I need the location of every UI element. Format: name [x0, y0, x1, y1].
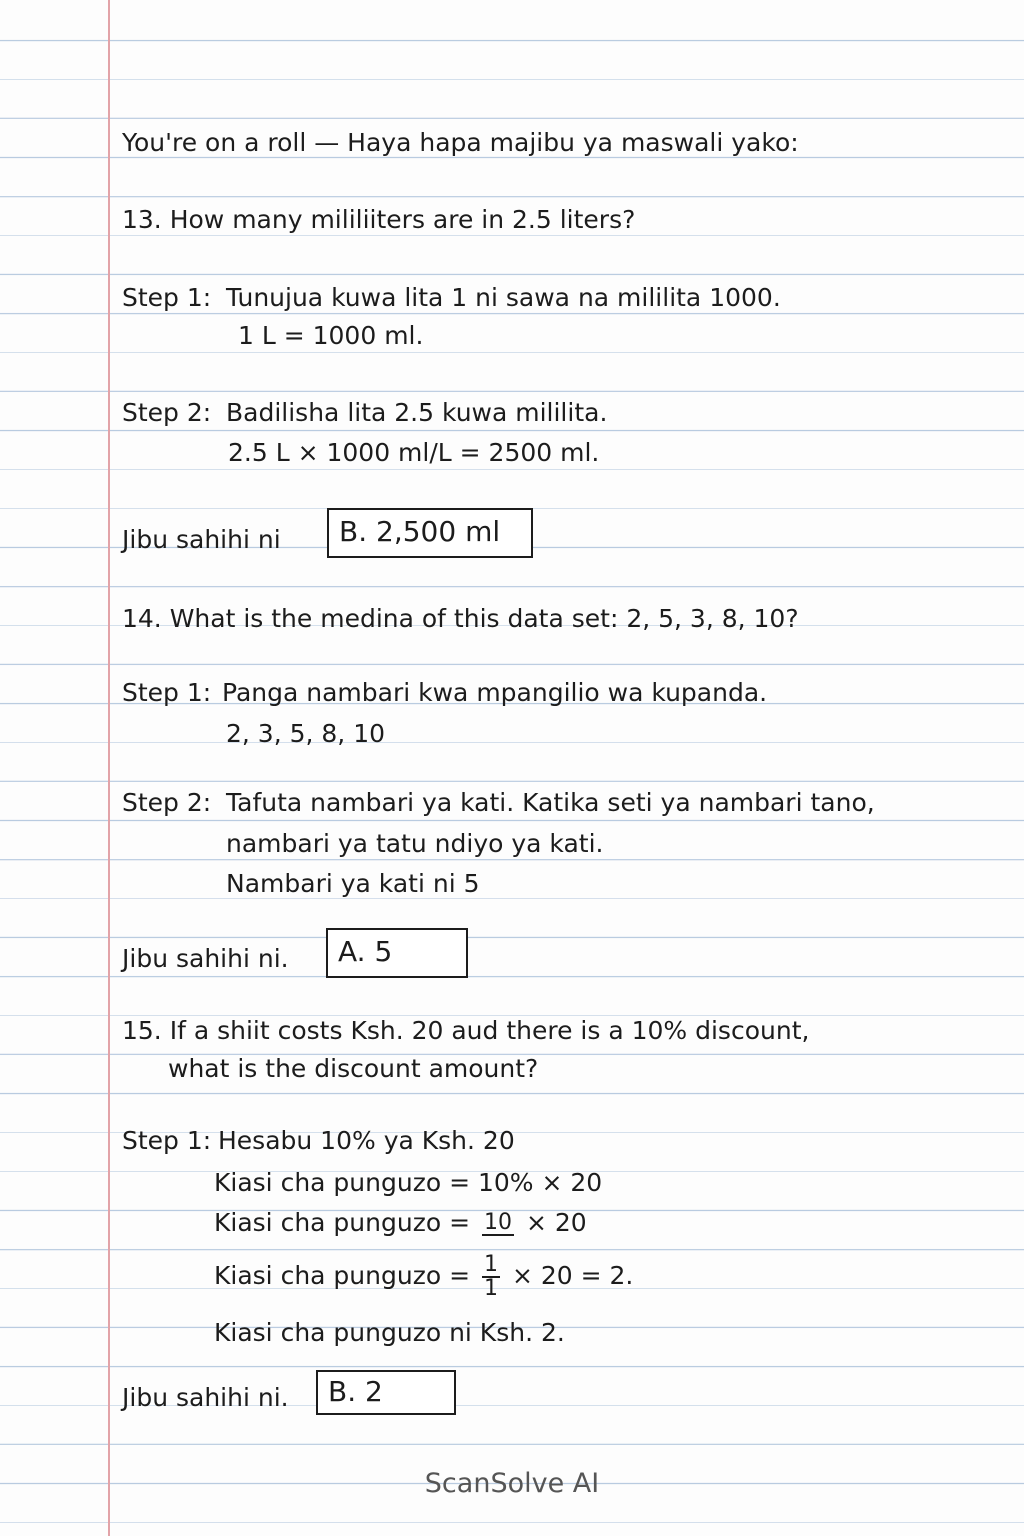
q13-step2-text: Badilisha lita 2.5 kuwa mililita.	[226, 398, 608, 427]
q13-step1-text: Tunujua kuwa lita 1 ni sawa na mililita 1000.	[226, 283, 781, 312]
q13-question: 13. How many mililiiters are in 2.5 liters?	[122, 205, 636, 234]
q14-step2-label: Step 2:	[122, 788, 212, 817]
q14-answer-box: A. 5	[326, 928, 468, 978]
fraction	[482, 1254, 500, 1300]
q13-step1-label: Step 1:	[122, 283, 212, 312]
calc-label: Kiasi cha punguzo =	[214, 1168, 471, 1197]
q13-step2-math: 2.5 L × 1000 ml/L = 2500 ml.	[228, 438, 600, 467]
calc-expression: 10% × 20	[477, 1168, 603, 1197]
margin-line	[108, 0, 110, 1536]
q15-calc-line2	[214, 1208, 587, 1238]
q13-answer-label: Jibu sahihi ni	[122, 525, 281, 554]
q15-question-line2: what is the discount amount?	[168, 1054, 539, 1083]
calc-label: Kiasi cha punguzo =	[214, 1261, 471, 1290]
q14-step2-text2: nambari ya tatu ndiyo ya kati.	[226, 829, 604, 858]
fraction	[482, 1212, 514, 1236]
fraction-numerator: 10	[483, 1210, 512, 1235]
q15-calc-line1	[214, 1168, 602, 1198]
q14-step1-math: 2, 3, 5, 8, 10	[226, 719, 386, 748]
q13-answer-box: B. 2,500 ml	[327, 508, 533, 558]
q15-answer-box: B. 2	[316, 1370, 456, 1415]
calc-expression: × 20 = 2.	[511, 1261, 634, 1290]
fraction-denominator: 1	[483, 1276, 498, 1301]
q14-step2-text3: Nambari ya kati ni 5	[226, 869, 480, 898]
q14-answer-label: Jibu sahihi ni.	[122, 944, 289, 973]
q15-result: Kiasi cha punguzo ni Ksh. 2.	[214, 1318, 565, 1347]
q14-step2-text: Tafuta nambari ya kati. Katika seti ya nambari tano,	[226, 788, 875, 817]
intro-text: You're on a roll — Haya hapa majibu ya maswali yako:	[122, 128, 799, 157]
calc-expression: × 20	[525, 1208, 587, 1237]
q15-step1-text: Hesabu 10% ya Ksh. 20	[218, 1126, 515, 1155]
brand-footer: ScanSolve AI	[424, 1468, 600, 1499]
calc-label: Kiasi cha punguzo =	[214, 1208, 471, 1237]
fraction-numerator: 1	[483, 1252, 498, 1277]
q13-step1-math: 1 L = 1000 ml.	[238, 321, 424, 350]
q13-step2-label: Step 2:	[122, 398, 212, 427]
q15-step1-label: Step 1:	[122, 1126, 212, 1155]
q14-step1-text: Panga nambari kwa mpangilio wa kupanda.	[222, 678, 768, 707]
q15-answer-label: Jibu sahihi ni.	[122, 1383, 289, 1412]
q15-question: 15. If a shiit costs Ksh. 20 aud there is a 10% discount,	[122, 1016, 810, 1045]
q15-calc-line3	[214, 1254, 633, 1300]
q14-step1-label: Step 1:	[122, 678, 212, 707]
q14-question: 14. What is the medina of this data set: 2, 5, 3, 8, 10?	[122, 604, 799, 633]
